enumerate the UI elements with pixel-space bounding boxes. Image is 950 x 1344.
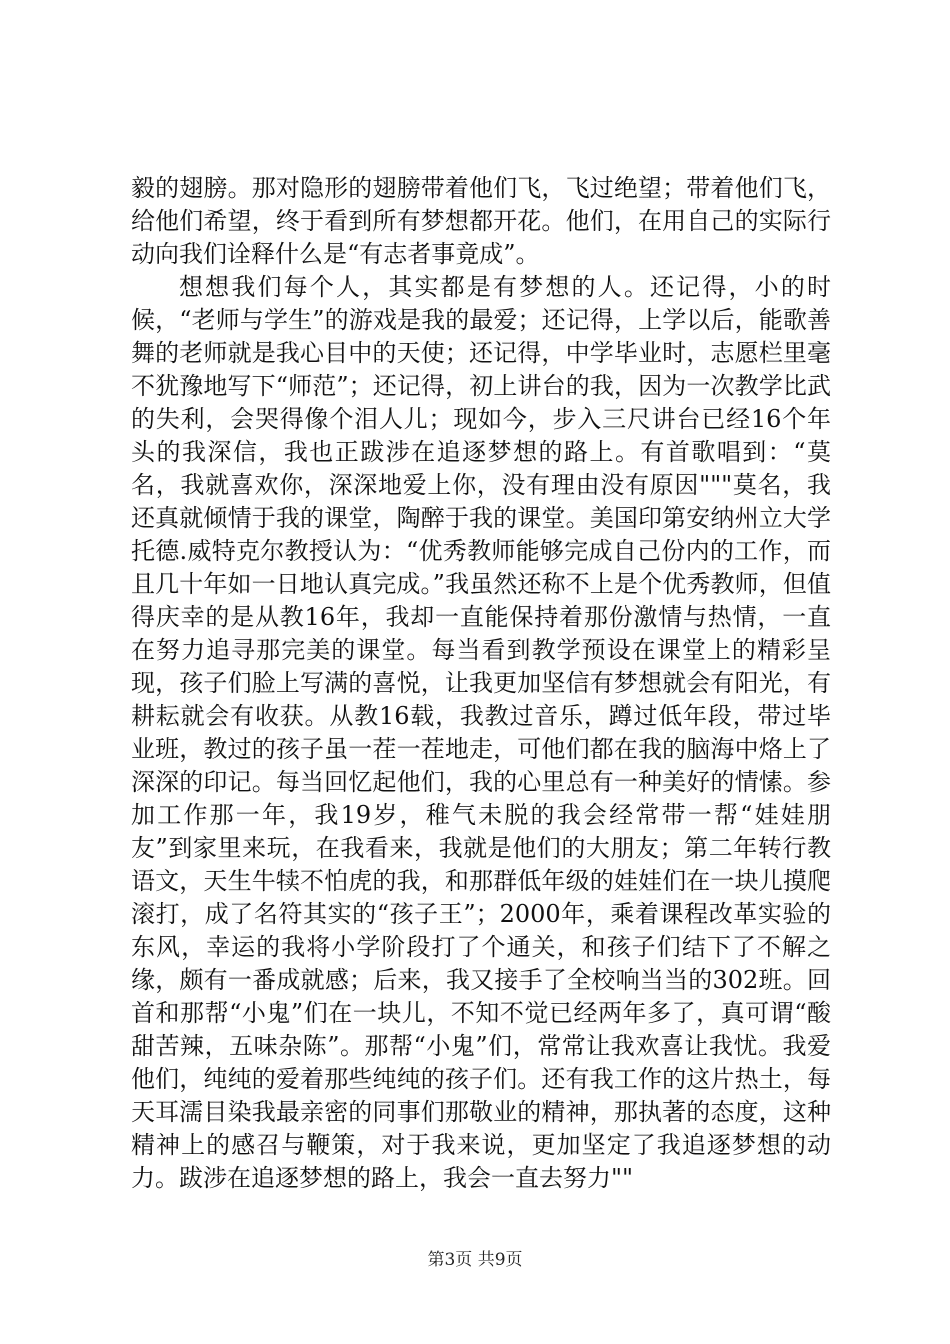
document-body	[131, 172, 831, 1195]
paragraph-dream: 想想我们每个人，其实都是有梦想的人。还记得，小的时候，“老师与学生”的游戏是我的最爱；还记得，上学以后，能歌善舞的老师就是我心目中的天使；还记得，中学毕业时，志愿栏里毫不犹豫地写下“师范”；还记得，初上讲台的我，因为一次教学比武的失利，会哭得像个泪人儿；现如今，步入三尺讲台已经16个年头的我深信，我也正跋涉在追逐梦想的路上。有首歌唱到：“莫名，我就喜欢你，深深地爱上你，没有理由没有原因"""莫名，我还真就倾情于我的课堂，陶醉于我的课堂。美国印第安纳州立大学托德.威特克尔教授认为：“优秀教师能够完成自己份内的工作，而且几十年如一日地认真完成。”我虽然还称不上是个优秀教师，但值得庆幸的是从教16年，我却一直能保持着那份激情与热情，一直在努力追寻那完美的课堂。每当看到教学预设在课堂上的精彩呈现，孩子们脸上写满的喜悦，让我更加坚信有梦想就会有阳光，有耕耘就会有收获。从教16载，我教过音乐，蹲过低年段，带过毕业班，教过的孩子虽一茬一茬地走，可他们都在我的脑海中烙上了深深的印记。每当回忆起他们，我的心里总有一种美好的情愫。参加工作那一年，我19岁，稚气未脱的我会经常带一帮“娃娃朋友”到家里来玩，在我看来，我就是他们的大朋友；第二年转行教语文，天生牛犊不怕虎的我，和那群低年级的娃娃们在一块儿摸爬滚打，成了名符其实的“孩子王”；2000年，乘着课程改革实验的东风，幸运的我将小学阶段打了个通关，和孩子们结下了不解之缘，颇有一番成就感；后来，我又接手了全校响当当的302班。回首和那帮“小鬼”们在一块儿，不知不觉已经两年多了，真可谓“酸甜苦辣，五味杂陈”。那帮“小鬼”们，常常让我欢喜让我忧。我爱他们，纯纯的爱着那些纯纯的孩子们。还有我工作的这片热土，每天耳濡目染我最亲密的同事们那敬业的精神，那执著的态度，这种精神上的感召与鞭策，对于我来说，更加坚定了我追逐梦想的动力。跋涉在追逐梦想的路上，我会一直去努力""	[131, 273, 831, 1192]
page-footer: 第3页 共9页	[427, 1250, 523, 1270]
paragraph-continuation: 毅的翅膀。那对隐形的翅膀带着他们飞，飞过绝望；带着他们飞，给他们希望，终于看到所有梦想都开花。他们，在用自己的实际行动向我们诠释什么是“有志者事竟成”。	[131, 174, 831, 268]
